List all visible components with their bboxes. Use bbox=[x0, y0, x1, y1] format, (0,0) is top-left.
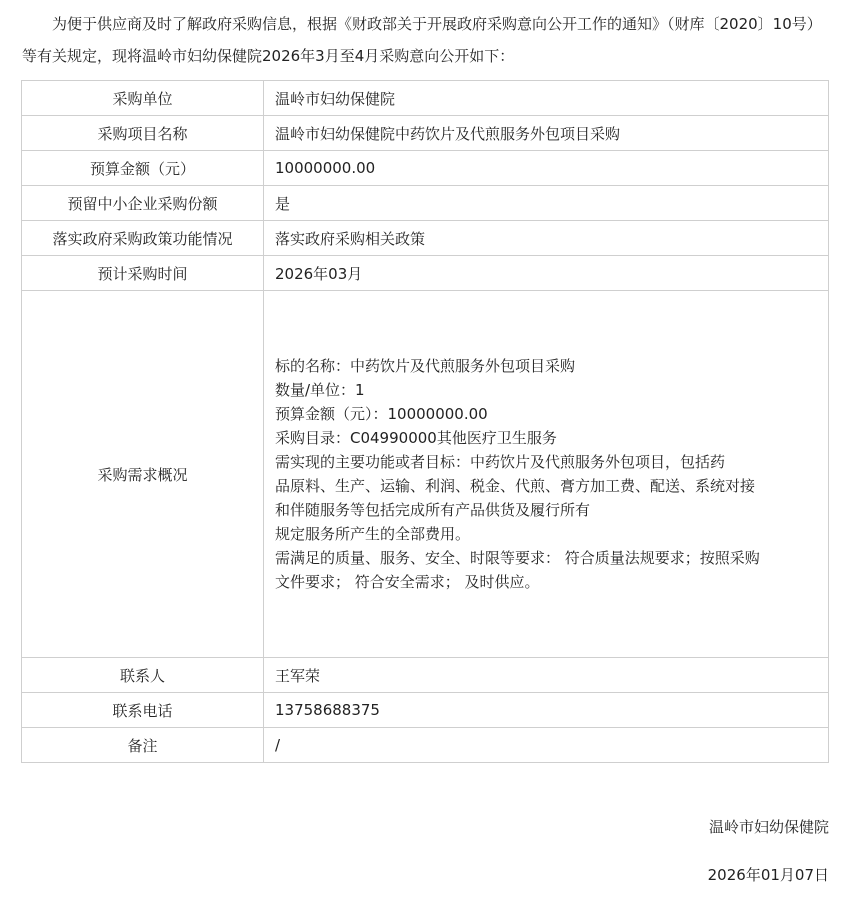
table-row bbox=[22, 256, 829, 291]
table-row bbox=[22, 221, 829, 256]
table-row bbox=[22, 291, 829, 658]
row-label-unit: 采购单位 bbox=[22, 81, 264, 116]
requirements-line: 采购目录：C04990000其他医疗卫生服务 bbox=[275, 429, 557, 447]
row-value-time: 2026年03月 bbox=[264, 256, 829, 291]
row-value-unit: 温岭市妇幼保健院 bbox=[264, 81, 829, 116]
procurement-table bbox=[21, 80, 829, 763]
table-row bbox=[22, 186, 829, 221]
row-label-project: 采购项目名称 bbox=[22, 116, 264, 151]
requirements-line: 需满足的质量、服务、安全、时限等要求： 符合质量法规要求；按照采购 bbox=[275, 549, 760, 567]
row-value-budget: 10000000.00 bbox=[264, 151, 829, 186]
signature-date: 2026年01月07日 bbox=[707, 866, 829, 884]
requirements-line: 数量/单位：1 bbox=[275, 381, 365, 399]
row-label-time: 预计采购时间 bbox=[22, 256, 264, 291]
row-label-phone: 联系电话 bbox=[22, 693, 264, 728]
requirements-line: 和伴随服务等包括完成所有产品供货及履行所有 bbox=[275, 501, 591, 519]
row-label-note: 备注 bbox=[22, 728, 264, 763]
table-row bbox=[22, 658, 829, 693]
requirements-line: 品原料、生产、运输、利润、税金、代煎、膏方加工费、配送、系统对接 bbox=[275, 477, 756, 495]
requirements-text bbox=[264, 354, 828, 594]
table-row bbox=[22, 728, 829, 763]
row-label-requirements: 采购需求概况 bbox=[22, 291, 264, 658]
requirements-line: 文件要求； 符合安全需求； 及时供应。 bbox=[275, 573, 540, 591]
row-value-policy: 落实政府采购相关政策 bbox=[264, 221, 829, 256]
row-label-policy: 落实政府采购政策功能情况 bbox=[22, 221, 264, 256]
requirements-line: 标的名称：中药饮片及代煎服务外包项目采购 bbox=[275, 357, 576, 375]
requirements-line: 预算金额（元）：10000000.00 bbox=[275, 405, 488, 423]
signature: 温岭市妇幼保健院 bbox=[708, 818, 829, 836]
row-value-phone: 13758688375 bbox=[264, 693, 829, 728]
table-row bbox=[22, 693, 829, 728]
row-value-project: 温岭市妇幼保健院中药饮片及代煎服务外包项目采购 bbox=[264, 116, 829, 151]
table-row bbox=[22, 81, 829, 116]
row-value-contact: 王军荣 bbox=[264, 658, 829, 693]
row-label-budget: 预算金额（元） bbox=[22, 151, 264, 186]
intro-paragraph: 为便于供应商及时了解政府采购信息，根据《财政部关于开展政府采购意向公开工作的通知》（财库〔2020〕10号）等有关规定，现将温岭市妇幼保健院2026年3月至4月采购意向公开如下： bbox=[22, 15, 822, 65]
requirements-line: 规定服务所产生的全部费用。 bbox=[275, 525, 471, 543]
row-value-requirements bbox=[264, 291, 829, 658]
table-row bbox=[22, 151, 829, 186]
row-label-reserved: 预留中小企业采购份额 bbox=[22, 186, 264, 221]
row-value-note: / bbox=[264, 728, 829, 763]
requirements-line: 需实现的主要功能或者目标：中药饮片及代煎服务外包项目，包括药 bbox=[275, 453, 726, 471]
row-label-contact: 联系人 bbox=[22, 658, 264, 693]
row-value-reserved: 是 bbox=[264, 186, 829, 221]
table-row bbox=[22, 116, 829, 151]
